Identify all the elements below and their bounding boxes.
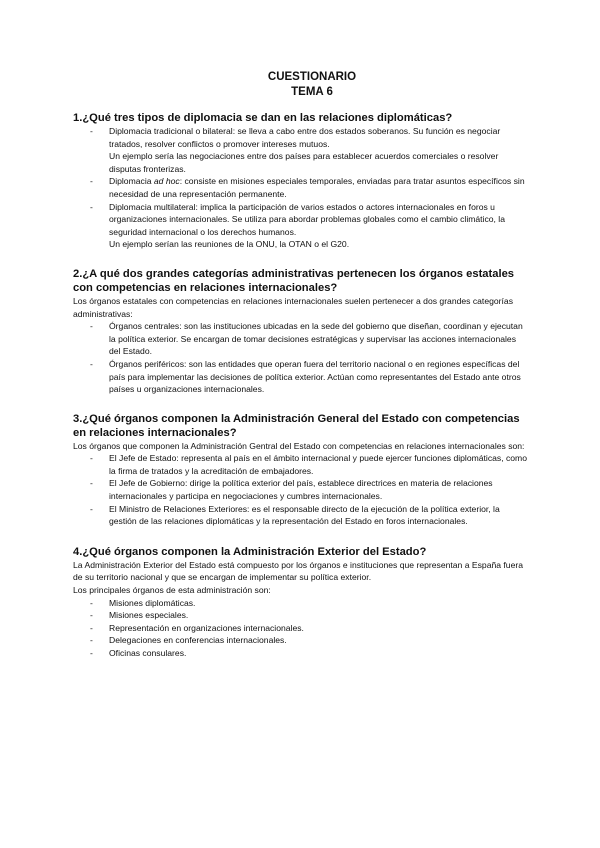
question-4-heading: 4.¿Qué órganos componen la Administración Exterior del Estado? (73, 545, 427, 558)
bullet-dash: - (90, 610, 93, 621)
list-item-text: Oficinas consulares. (109, 648, 187, 658)
question-3-intro: Los órganos que componen la Administración Gentral del Estado con competencias en relaciones internacionales son: (73, 440, 525, 451)
bullet-dash: - (90, 201, 93, 212)
list-item (73, 452, 529, 477)
list-item (73, 125, 529, 175)
list-item (73, 597, 529, 610)
list-item-text: El Jefe de Gobierno: dirige la política exterior del país, establece directrices en materia de relaciones internacionales y participa en negociaciones y cumbres internacionales. (109, 478, 493, 502)
question-4 (73, 545, 529, 660)
question-1-list (73, 125, 529, 251)
bullet-dash: - (90, 503, 93, 514)
question-3-list (73, 452, 529, 528)
question-4-list (73, 597, 529, 660)
list-item (73, 634, 529, 647)
list-item-text: Representación en organizaciones internacionales. (109, 622, 304, 633)
list-item-text: El Jefe de Estado: representa al país en el ámbito internacional y puede ejercer funciones diplomáticas, como la firma de tratados y la acreditación de embajadores. (109, 453, 527, 476)
bullet-dash: - (90, 635, 93, 646)
bullet-dash: - (90, 453, 93, 464)
question-2-list (73, 320, 529, 396)
list-item-text: Diplomacia tradicional o bilateral: se lleva a cabo entre dos estados soberanos. Su función es negociar tratados, resolver conflictos o promover intereses mutuos. (109, 126, 501, 149)
list-item-lead-italic: ad hoc (153, 176, 180, 187)
list-item (73, 175, 529, 200)
bullet-dash: - (90, 648, 93, 658)
question-4-intro: La Administración Exterior del Estado está compuesto por los órganos e instituciones que representan a España fuera de su territorio nacional y que se encargan de implementar su política exterior. (73, 559, 524, 583)
question-2 (73, 267, 529, 396)
question-2-intro: Los órganos estatales con competencias en relaciones internacionales suelen pertenecer a dos grandes categorías administrativas: (73, 295, 513, 319)
bullet-dash: - (90, 597, 93, 608)
question-1 (73, 111, 529, 251)
bullet-dash: - (90, 176, 93, 187)
question-3 (73, 412, 529, 528)
list-item (73, 609, 529, 622)
list-item (73, 320, 529, 358)
list-item (73, 477, 529, 502)
title-line-1: CUESTIONARIO (267, 71, 357, 83)
bullet-dash: - (90, 622, 93, 633)
list-item (73, 358, 529, 396)
list-item-text: Delegaciones en conferencias internacionales. (109, 635, 287, 646)
list-item (73, 201, 529, 251)
list-item-rest: : consiste en misiones especiales temporales, enviadas para tratar asuntos específicos sin necesidad de una representación permanente. (109, 176, 525, 199)
question-2-heading: 2.¿A qué dos grandes categorías administrativas pertenecen los órganos estatales con competencias en relaciones internacionales? (73, 267, 515, 294)
list-item (73, 647, 529, 660)
list-item-text (109, 175, 529, 200)
title-line-2: TEMA 6 (291, 86, 333, 98)
question-1-heading: 1.¿Qué tres tipos de diplomacia se dan en las relaciones diplomáticas? (73, 112, 453, 124)
list-item-example: Un ejemplo serían las reuniones de la ONU, la OTAN o el G20. (109, 239, 350, 250)
list-item-text: Misiones especiales. (109, 610, 189, 621)
list-item-text: Misiones diplomáticas. (109, 597, 196, 608)
list-item-text: Diplomacia multilateral: implica la participación de varios estados o actores internacionales en foros u organizaciones internacionales. Se utiliza para abordar problemas globales como el cambio climático, la seguridad internacional o los derechos humanos. (109, 201, 506, 237)
list-item (73, 622, 529, 635)
document-title (95, 70, 529, 100)
bullet-dash: - (90, 478, 93, 489)
question-3-heading: 3.¿Qué órganos componen la Administración General del Estado con competencias en relaciones internacionales? (73, 412, 520, 439)
list-item-text: Órganos periféricos: son las entidades que operan fuera del territorio nacional o en regiones específicas del país para implementar las decisiones de política exterior. Actúan como representantes del Estado ante otros países u organizaciones internacionales. (109, 358, 521, 395)
document-page (73, 70, 529, 660)
list-item (73, 503, 529, 528)
bullet-dash: - (90, 126, 93, 136)
list-item-example: Un ejemplo sería las negociaciones entre dos países para establecer acuerdos comerciales o resolver disputas fronterizas. (109, 151, 499, 174)
question-4-intro-2: Los principales órganos de esta administración son: (73, 585, 271, 596)
list-item-text: Órganos centrales: son las instituciones ubicadas en la sede del gobierno que diseñan, coordinan y ejecutan la política exterior. Se encargan de tomar decisiones estratégicas y supervisar las acciones internacionales del Estado. (109, 321, 523, 357)
bullet-dash: - (90, 321, 93, 332)
list-item-lead: Diplomacia (109, 176, 154, 187)
bullet-dash: - (90, 358, 93, 369)
list-item-text: El Ministro de Relaciones Exteriores: es el responsable directo de la ejecución de la política exterior, la gestión de las relaciones diplomáticas y la representación del Estado en foros internacionales. (109, 503, 500, 527)
